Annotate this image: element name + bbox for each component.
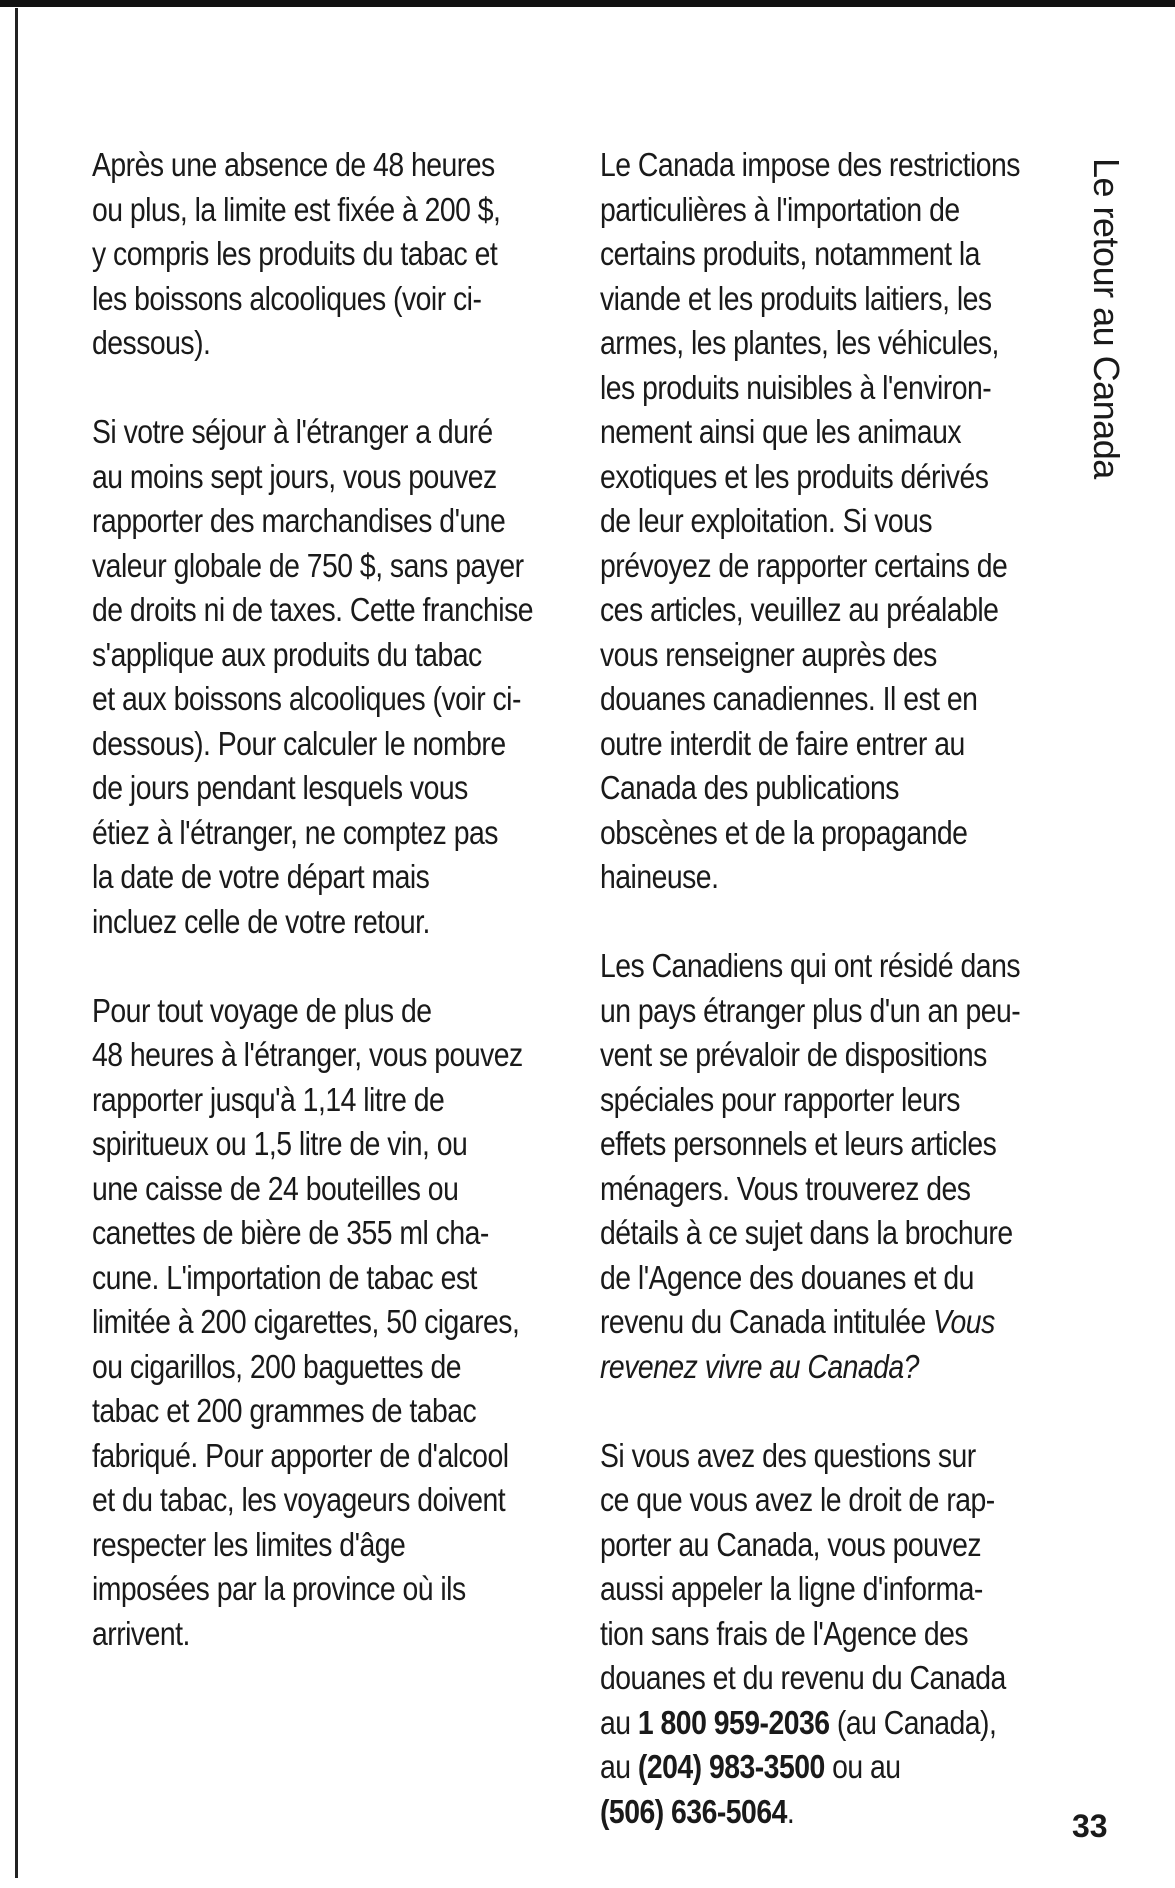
- text-line: Si vous avez des questions sur: [600, 1436, 976, 1474]
- text-line: ménagers. Vous trouverez des: [600, 1169, 971, 1207]
- text-line: un pays étranger plus d'un an peu-: [600, 991, 1021, 1029]
- paragraph-questions: [600, 1434, 1047, 1835]
- text-line: imposées par la province où ils: [92, 1570, 466, 1607]
- text-line: Après une absence de 48 heures: [92, 146, 495, 183]
- paragraph: [92, 410, 539, 944]
- text-line: aussi appeler la ligne d'informa-: [600, 1570, 983, 1607]
- text-line: de jours pendant lesquels vous: [92, 769, 468, 806]
- text-line: revenu du Canada intitulée Vous: [600, 1303, 995, 1340]
- text-line: s'applique aux produits du tabac: [92, 635, 482, 673]
- text-line: [600, 1345, 1047, 1390]
- text-line: spiritueux ou 1,5 litre de vin, ou: [92, 1125, 468, 1162]
- text-line: 48 heures à l'étranger, vous pouvez: [92, 1036, 523, 1073]
- text-line: de droits ni de taxes. Cette franchise: [92, 591, 534, 628]
- text-line: valeur globale de 750 $, sans payer: [92, 546, 524, 584]
- text-line: au (204) 983-3500 ou au: [600, 1748, 901, 1785]
- text-line: ces articles, veuillez au préalable: [600, 591, 999, 628]
- text-line: particulières à l'importation de: [600, 190, 960, 228]
- text-line: une caisse de 24 bouteilles ou: [92, 1169, 459, 1207]
- paragraph: [92, 989, 539, 1657]
- text-line: nement ainsi que les animaux: [600, 413, 962, 450]
- top-border-rule: [0, 0, 1175, 7]
- text-line: effets personnels et leurs articles: [600, 1125, 997, 1162]
- text-line: au 1 800 959-2036 (au Canada),: [600, 1703, 997, 1741]
- text-line: de leur exploitation. Si vous: [600, 502, 933, 539]
- text-line: Les Canadiens qui ont résidé dans: [600, 947, 1021, 984]
- brochure-title-part1: Vous: [933, 1303, 995, 1340]
- text-line: Le Canada impose des restrictions: [600, 146, 1020, 183]
- text-line: fabriqué. Pour apporter de d'alcool: [92, 1436, 509, 1474]
- text-line: rapporter jusqu'à 1,14 litre de: [92, 1080, 445, 1118]
- text-line: tabac et 200 grammes de tabac: [92, 1392, 477, 1429]
- text-line: y compris les produits du tabac et: [92, 235, 498, 272]
- text-line: obscènes et de la propagande: [600, 813, 968, 851]
- text-line: tion sans frais de l'Agence des: [600, 1614, 969, 1652]
- text-line: spéciales pour rapporter leurs: [600, 1080, 960, 1118]
- paragraph-residents: [600, 944, 1047, 1389]
- text-line: certains produits, notamment la: [600, 235, 980, 272]
- text-line: ce que vous avez le droit de rap-: [600, 1481, 995, 1518]
- text-line: ou plus, la limite est fixée à 200 $,: [92, 190, 501, 228]
- text-line: dessous).: [92, 324, 211, 361]
- text-line: outre interdit de faire entrer au: [600, 724, 965, 762]
- paragraph-restrictions: [600, 143, 1047, 900]
- page-left-edge: [15, 8, 18, 1878]
- text-line: de l'Agence des douanes et du: [600, 1258, 974, 1296]
- text-line: prévoyez de rapporter certains de: [600, 546, 1008, 584]
- text-line: Canada des publications: [600, 769, 899, 806]
- text-line: porter au Canada, vous pouvez: [600, 1525, 982, 1563]
- page-number: 33: [1072, 1808, 1108, 1844]
- text-line: étiez à l'étranger, ne comptez pas: [92, 813, 498, 851]
- text-line: vent se prévaloir de dispositions: [600, 1036, 987, 1073]
- text-line: cune. L'importation de tabac est: [92, 1258, 477, 1296]
- text-line: Pour tout voyage de plus de: [92, 991, 432, 1029]
- text-line: douanes et du revenu du Canada: [600, 1659, 1006, 1696]
- text-line: et aux boissons alcooliques (voir ci-: [92, 680, 521, 717]
- section-side-title: Le retour au Canada: [1086, 158, 1127, 479]
- text-line: les boissons alcooliques (voir ci-: [92, 279, 482, 317]
- text-line: viande et les produits laitiers, les: [600, 279, 992, 317]
- text-line: respecter les limites d'âge: [92, 1525, 406, 1563]
- text-line: limitée à 200 cigarettes, 50 cigares,: [92, 1303, 520, 1340]
- text-line: les produits nuisibles à l'environ-: [600, 368, 992, 406]
- text-line: exotiques et les produits dérivés: [600, 457, 989, 495]
- phone-number-506: (506) 636-5064: [600, 1792, 787, 1830]
- text-line: Si votre séjour à l'étranger a duré: [92, 413, 493, 450]
- text-line: la date de votre départ mais: [92, 858, 430, 895]
- text-line: et du tabac, les voyageurs doivent: [92, 1481, 506, 1518]
- text-line: armes, les plantes, les véhicules,: [600, 324, 999, 361]
- phone-number-tollfree: 1 800 959-2036: [637, 1703, 830, 1741]
- text-line: haineuse.: [600, 858, 719, 895]
- text-line: vous renseigner auprès des: [600, 635, 937, 673]
- text-line: douanes canadiennes. Il est en: [600, 680, 978, 717]
- text-line: incluez celle de votre retour.: [92, 902, 430, 940]
- text-line: (506) 636-5064.: [600, 1792, 795, 1830]
- phone-number-204: (204) 983-3500: [637, 1748, 825, 1785]
- text-line: ou cigarillos, 200 baguettes de: [92, 1347, 461, 1385]
- text-line: canettes de bière de 355 ml cha-: [92, 1214, 489, 1251]
- text-line: dessous). Pour calculer le nombre: [92, 724, 506, 762]
- right-column: [600, 143, 1047, 1879]
- text-line: arrivent.: [92, 1614, 190, 1652]
- brochure-title-part2: revenez vivre au Canada?: [600, 1347, 919, 1385]
- text-line: rapporter des marchandises d'une: [92, 502, 506, 539]
- left-column: [92, 143, 539, 1701]
- text-line: au moins sept jours, vous pouvez: [92, 457, 497, 495]
- text-line: détails à ce sujet dans la brochure: [600, 1214, 1013, 1251]
- paragraph: [92, 143, 539, 366]
